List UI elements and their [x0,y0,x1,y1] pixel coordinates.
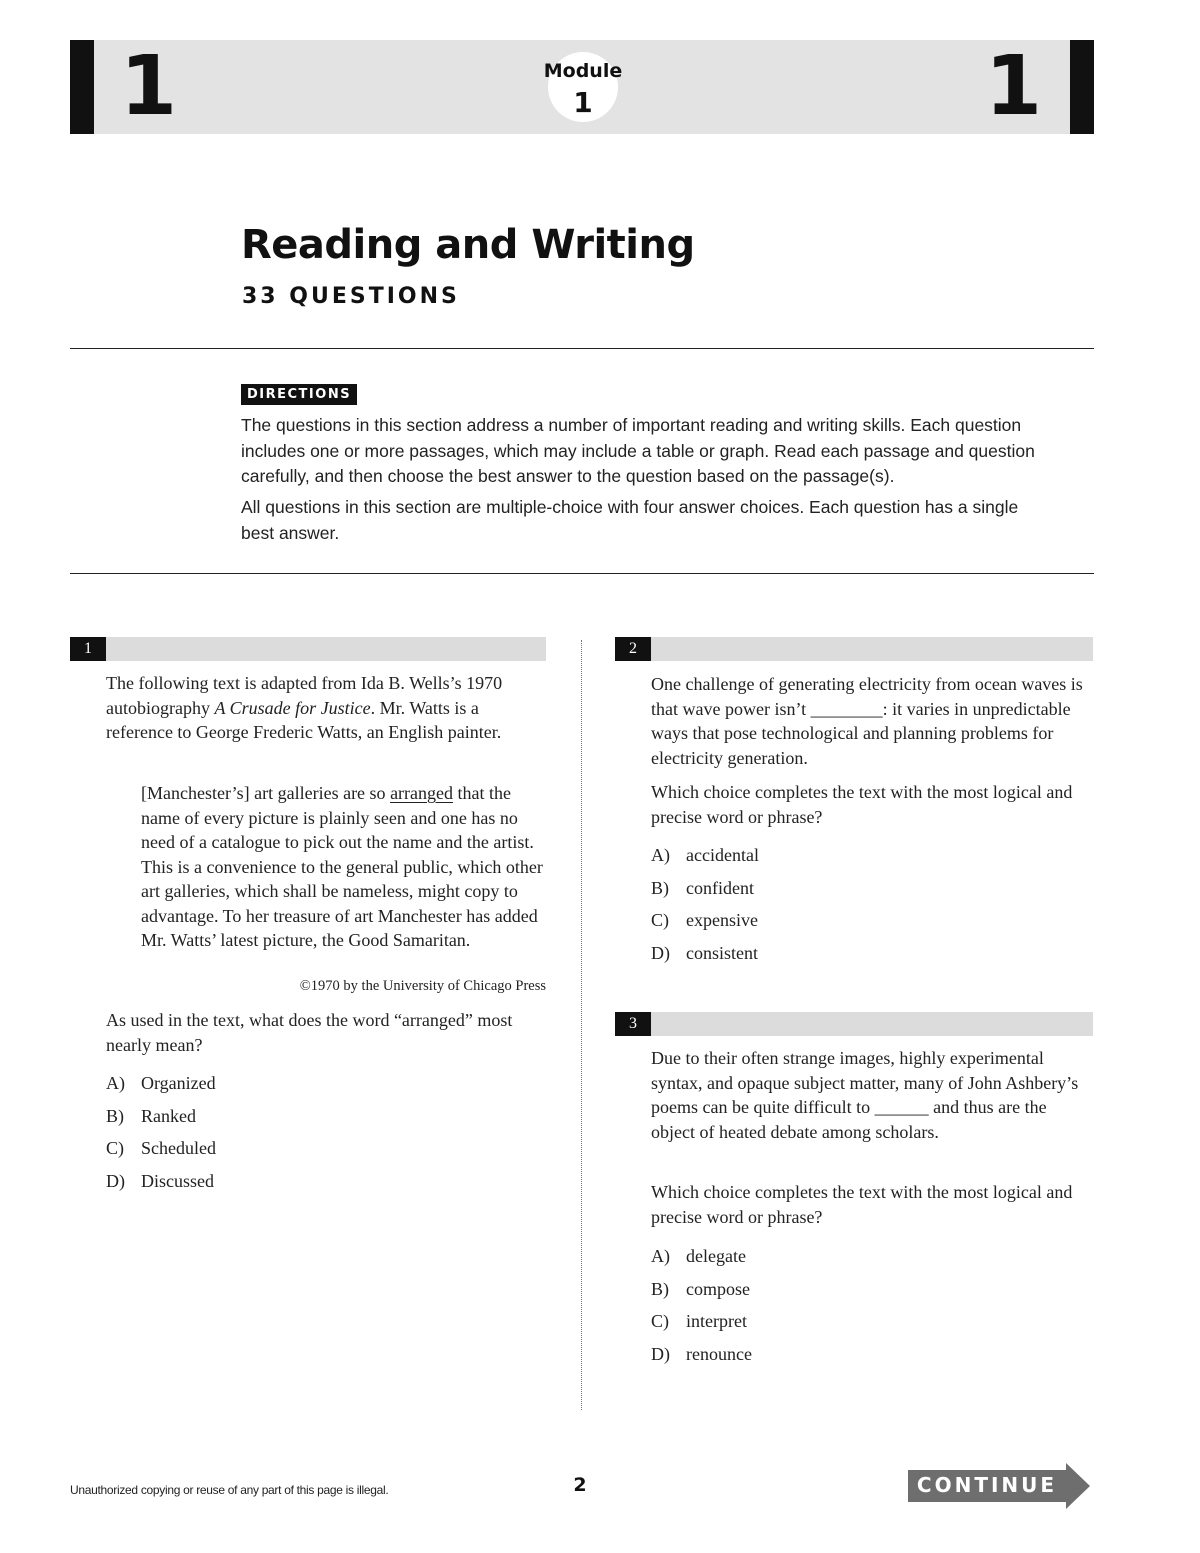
intro-text: . Mr. Watts is a reference to George Frederic Watts, an English painter. [106,697,502,742]
question-2-passage: One challenge of generating electricity from ocean waves is that wave power isn’t ________: it varies in unpredictable ways that pose technological and planning problems for electricity generation. [651,674,1083,768]
choice-text: Discussed [141,1170,214,1191]
answer-choice[interactable] [106,1169,216,1202]
section-number-left: 1 [120,39,178,134]
question-3-passage: Due to their often strange images, highly experimental syntax, and opaque subject matter, many of John Ashbery’s poems can be quite difficult to ______ and thus are the object of heated debate among scholars. [651,1048,1079,1142]
directions-paragraph-1: The questions in this section address a number of important reading and writing skills. Each question includes one or more passages, which may include a table or graph. Read each passage and question carefully, and then choose the best answer to the question based on the passage(s). [241,415,1035,486]
question-number: 2 [615,637,651,661]
directions-label: DIRECTIONS [241,384,357,405]
choice-text: interpret [686,1311,747,1331]
answer-choice[interactable] [651,1342,752,1375]
question-1-credit: ©1970 by the University of Chicago Press [299,978,546,994]
choice-text: accidental [686,845,759,865]
choice-text: Organized [141,1073,216,1093]
choice-text: consistent [686,942,758,963]
answer-choice[interactable] [106,1104,216,1137]
module-number: 1 [573,86,593,119]
intro-text: The following text is adapted from Ida B. Wells’s 1970 autobiography [106,673,503,718]
copyright-notice: Unauthorized copying or reuse of any part of this page is illegal. [70,1483,389,1497]
question-number: 3 [615,1012,651,1036]
question-1-quote [141,781,546,953]
question-1-header [70,637,546,661]
divider-top [70,348,1094,349]
underlined-word: arranged [390,783,454,803]
module-header-band [70,40,1094,134]
continue-label[interactable]: CONTINUE [916,1473,1058,1497]
choice-text: expensive [686,910,758,930]
choice-letter: A) [106,1073,125,1093]
answer-choice[interactable] [651,908,759,941]
choice-text: Scheduled [141,1138,216,1158]
question-1-intro [106,671,546,745]
choice-letter: C) [651,910,669,930]
column-divider [581,640,582,1410]
section-title: Reading and Writing [241,222,695,268]
quote-text: [Manchester’s] art galleries are so [141,783,391,803]
question-3-header [615,1012,1093,1036]
header-right-bar [1070,40,1094,134]
choice-letter: B) [651,1278,669,1299]
section-number-right: 1 [984,39,1042,134]
page-number: 2 [573,1474,587,1496]
module-label: Module [543,60,623,82]
choice-text: renounce [686,1343,752,1364]
quote-text: that the name of every picture is plainly seen and one has no need of a catalogue to pick out the name and the artist. This is a convenience to the general public, which other art galleries, which shall be nameless, might copy to advantage. To her treasure of art Manchester has added Mr. Watts’ latest picture, the Good Samaritan. [141,783,543,950]
divider-bottom [70,573,1094,574]
book-title: A Crusade for Justice [214,697,371,718]
choice-text: compose [686,1278,750,1299]
question-2-prompt: Which choice completes the text with the most logical and precise word or phrase? [651,782,1073,827]
answer-choice[interactable] [651,843,759,876]
choice-letter: B) [106,1105,124,1126]
choice-letter: C) [651,1311,669,1331]
choice-letter: C) [106,1138,124,1158]
question-3-prompt: Which choice completes the text with the most logical and precise word or phrase? [651,1182,1073,1227]
question-3-choices [651,1244,752,1374]
question-2-choices [651,843,759,973]
choice-text: delegate [686,1246,746,1266]
question-number: 1 [70,637,106,661]
choice-letter: A) [651,1246,670,1266]
header-left-bar [70,40,94,134]
answer-choice[interactable] [651,876,759,909]
answer-choice[interactable] [106,1136,216,1169]
choice-letter: D) [651,1343,670,1364]
answer-choice[interactable] [106,1071,216,1104]
question-count: 33 QUESTIONS [242,284,460,309]
choice-text: confident [686,877,754,898]
question-2-header [615,637,1093,661]
directions-paragraph-2: All questions in this section are multiple-choice with four answer choices. Each question has a single best answer. [241,497,1019,543]
choice-letter: B) [651,877,669,898]
question-1-choices [106,1071,216,1201]
question-1-prompt: As used in the text, what does the word “arranged” most nearly mean? [106,1010,513,1055]
choice-letter: D) [651,942,670,963]
answer-choice[interactable] [651,1309,752,1342]
answer-choice[interactable] [651,1277,752,1310]
choice-letter: A) [651,845,670,865]
answer-choice[interactable] [651,941,759,974]
answer-choice[interactable] [651,1244,752,1277]
choice-text: Ranked [141,1105,196,1126]
choice-letter: D) [106,1170,125,1191]
